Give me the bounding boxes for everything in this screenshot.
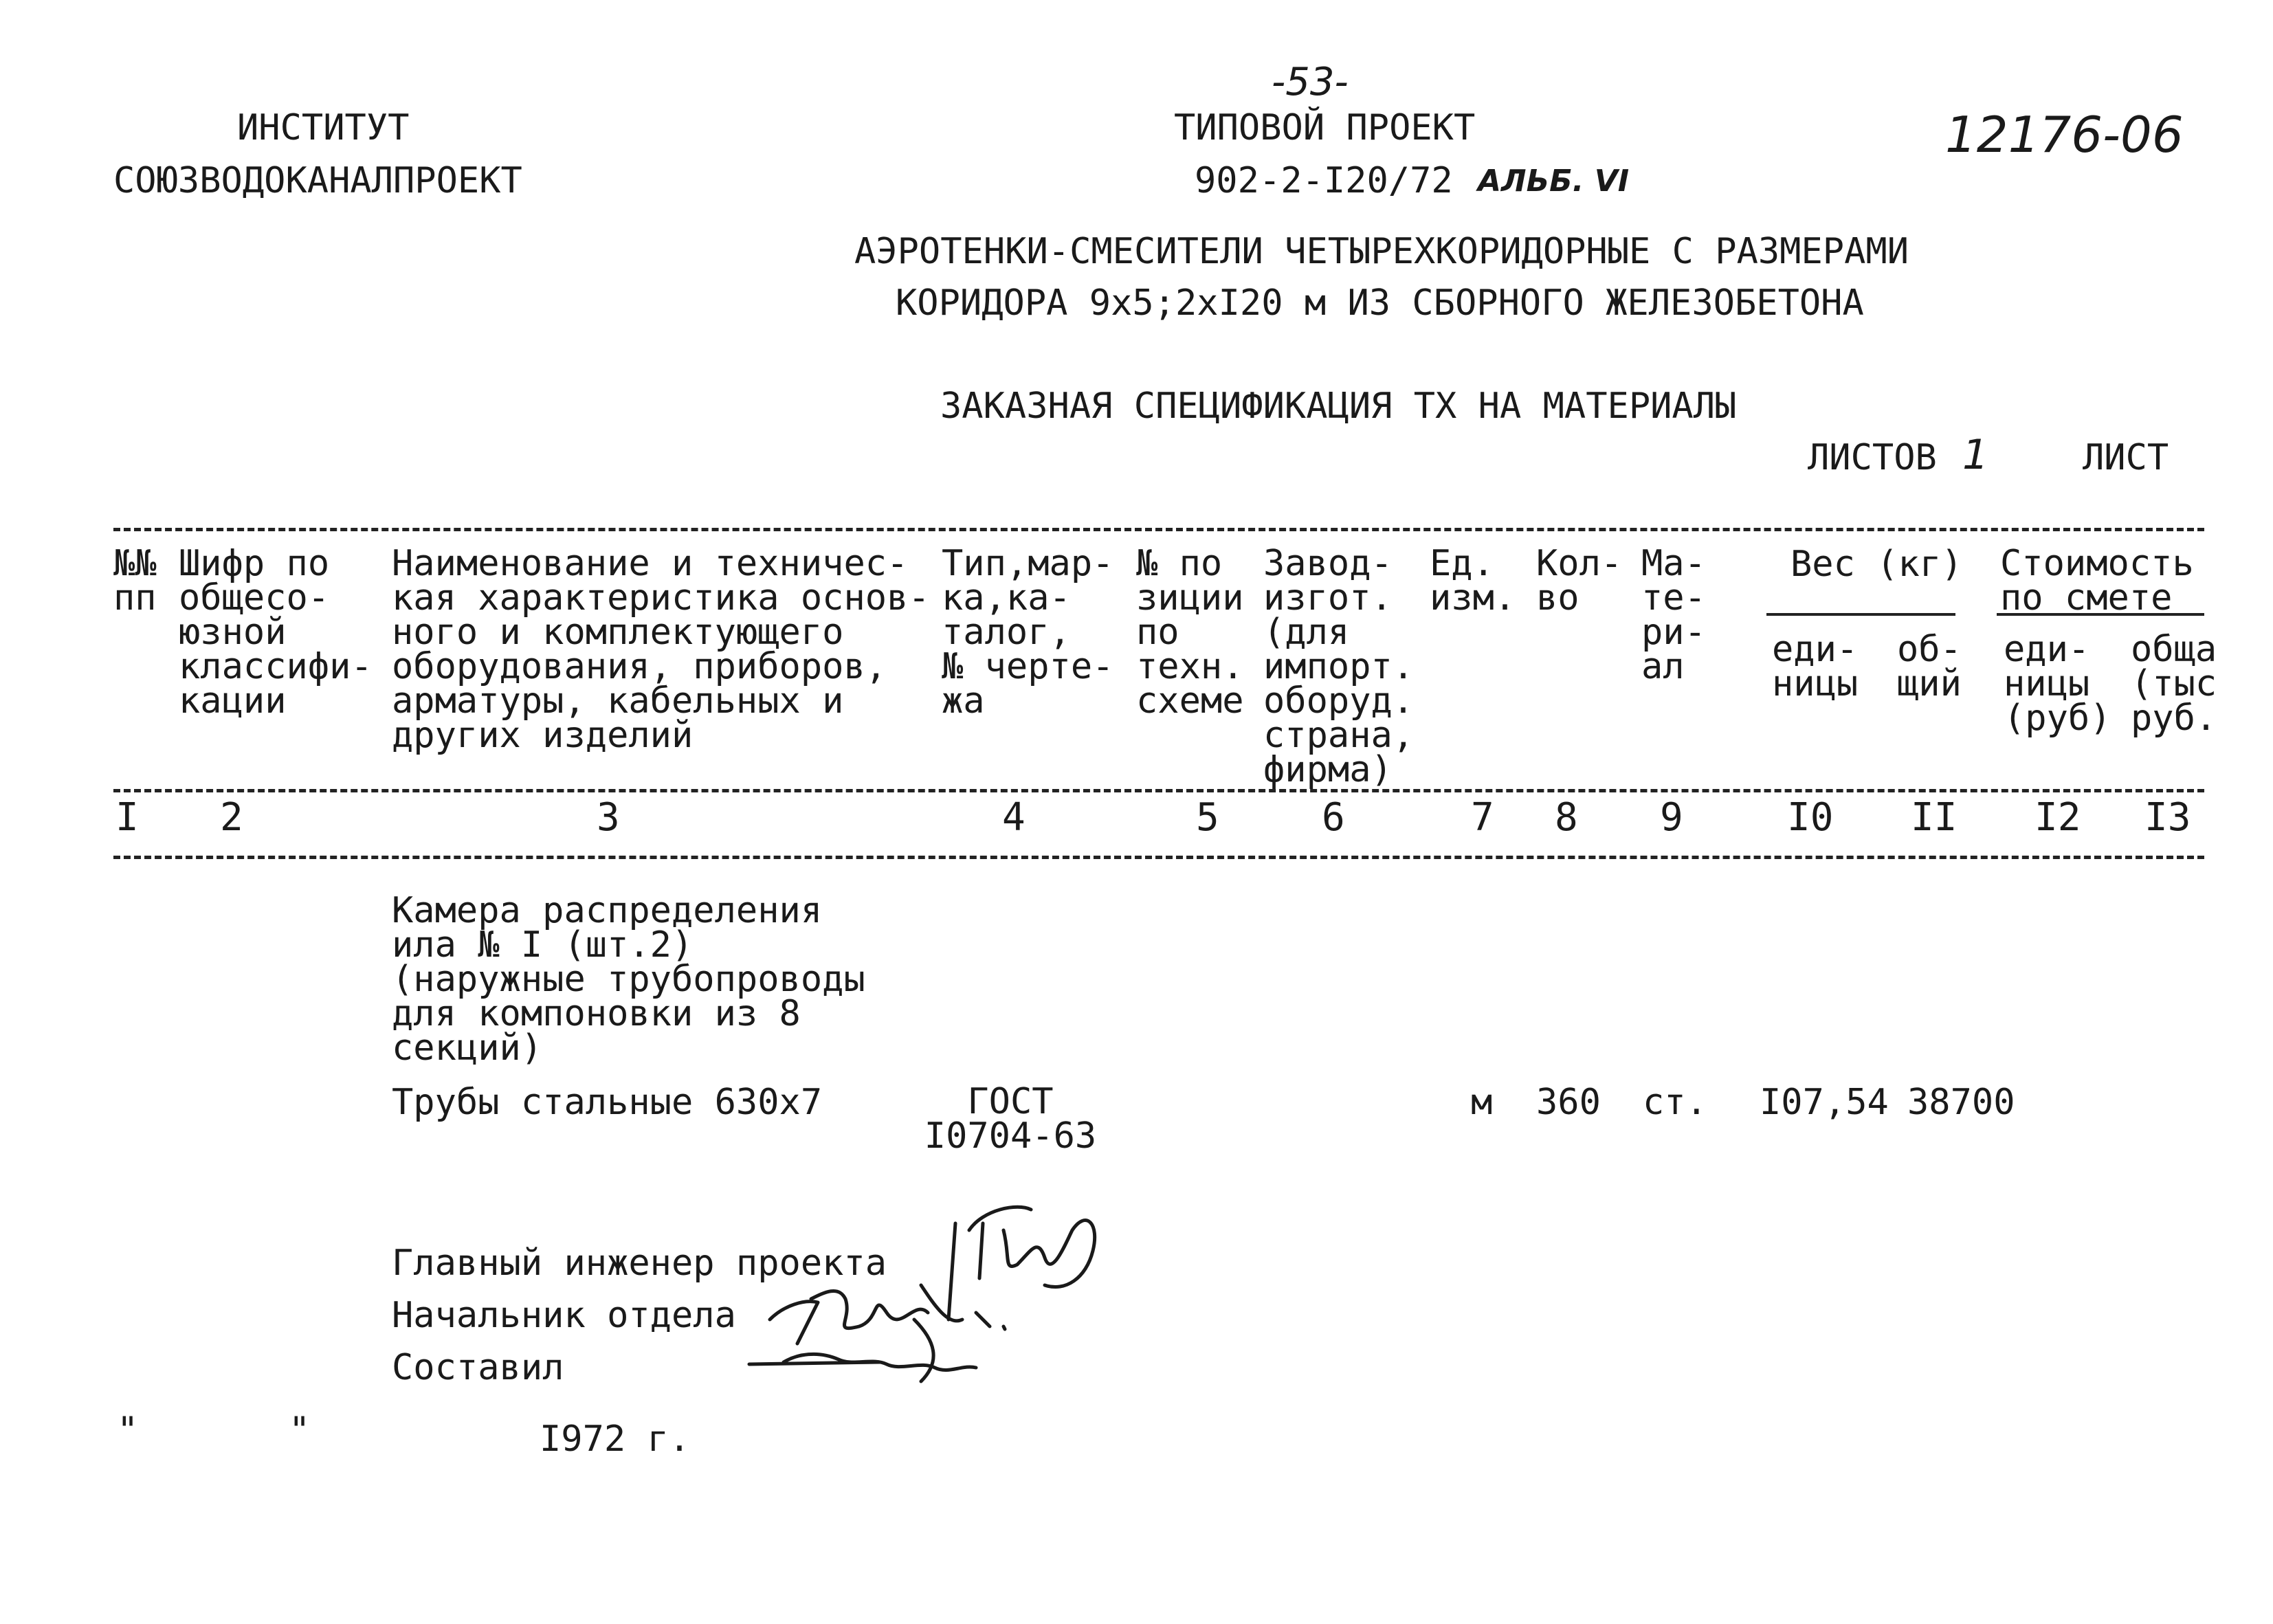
sheets-total-value: 1 xyxy=(1962,431,1989,479)
document-number: 12176-06 xyxy=(1945,106,2184,164)
handwritten-signatures xyxy=(742,1182,1155,1423)
sheets-total-label: ЛИСТОВ xyxy=(1808,437,1937,478)
header-cost-group: Стоимость по смете xyxy=(2000,543,2194,619)
sheet-label: ЛИСТ xyxy=(2083,437,2169,478)
header-col5: № по зиции по техн. схеме xyxy=(1136,543,1244,722)
weight-group-rule xyxy=(1766,613,1955,616)
column-number-10: I0 xyxy=(1787,795,1834,840)
column-number-9: 9 xyxy=(1660,795,1683,840)
title-line1: АЭРОТЕНКИ-СМЕСИТЕЛИ ЧЕТЫРЕХКОРИДОРНЫЕ С РАЗМЕРАМИ xyxy=(854,231,1909,272)
table-top-rule xyxy=(113,528,2204,531)
dept-head-label: Начальник отдела xyxy=(392,1295,736,1336)
header-col9: Ма- те- ри- ал xyxy=(1641,543,1706,687)
compiled-label: Составил xyxy=(392,1347,564,1388)
header-col12: еди- ницы (руб) xyxy=(2004,629,2111,739)
row-material: ст. xyxy=(1643,1082,1707,1123)
header-bottom-rule xyxy=(113,789,2204,792)
header-col13: обща (тыс руб. xyxy=(2131,629,2217,739)
column-number-12: I2 xyxy=(2034,795,2081,840)
column-number-6: 6 xyxy=(1322,795,1345,840)
column-number-3: 3 xyxy=(597,795,620,840)
row-name: Трубы стальные 630х7 xyxy=(392,1082,823,1123)
row-weight-total: 38700 xyxy=(1907,1082,2015,1123)
institute-line2: СОЮЗВОДОКАНАЛПРОЕКТ xyxy=(113,160,522,201)
header-col6: Завод- изгот. (для импорт. oборуд. страна, фирма) xyxy=(1263,543,1415,790)
header-weight-group: Вес (кг) xyxy=(1790,544,1963,585)
institute-line1: ИНСТИТУТ xyxy=(237,107,410,148)
header-col8: Кол- во xyxy=(1536,543,1623,619)
header-col11: об- щий xyxy=(1897,629,1962,704)
project-label: ТИПОВОЙ ПРОЕКТ xyxy=(1174,107,1476,148)
spec-title: ЗАКАЗНАЯ СПЕЦИФИКАЦИЯ ТХ НА МАТЕРИАЛЫ xyxy=(940,386,1737,427)
header-col1: №№ пп xyxy=(113,543,157,619)
row-qty: 360 xyxy=(1536,1082,1601,1123)
title-line2: КОРИДОРА 9х5;2хI20 м ИЗ СБОРНОГО ЖЕЛЕЗОБЕТОНА xyxy=(896,282,1864,324)
chief-engineer-label: Главный инженер проекта xyxy=(392,1243,887,1284)
album-label: АЛЬБ. VI xyxy=(1478,164,1630,199)
row-type: ГОСТ I0704-63 xyxy=(924,1081,1097,1157)
header-col10: еди- ницы xyxy=(1772,629,1859,704)
column-number-2: 2 xyxy=(220,795,243,840)
year-label: I972 г. xyxy=(540,1419,691,1460)
column-number-13: I3 xyxy=(2144,795,2191,840)
column-number-8: 8 xyxy=(1555,795,1578,840)
page-number: -53- xyxy=(1272,60,1349,104)
row-weight-unit: I07,54 xyxy=(1760,1082,1889,1123)
date-quote-close: " xyxy=(289,1410,311,1451)
header-col2: Шифр по общесо- юзной классифи- кации xyxy=(179,543,373,722)
column-number-5: 5 xyxy=(1196,795,1219,840)
header-col4: Тип,мар- ка,ка- талог, № черте- жа xyxy=(942,543,1114,722)
section-title: Камера распределения ила № I (шт.2) (наружные трубопроводы для компоновки из 8 секций) xyxy=(392,890,865,1069)
header-col7: Ед. изм. xyxy=(1430,543,1516,619)
column-number-11: II xyxy=(1911,795,1958,840)
header-col3: Наименование и техничес- кая характеристика основ- ного и комплектующего оборудования, приборов, арматуры, кабельных и других изделий xyxy=(392,543,930,756)
column-number-7: 7 xyxy=(1471,795,1494,840)
column-number-1: I xyxy=(115,795,139,840)
date-quote-open: " xyxy=(117,1410,139,1451)
numbers-bottom-rule xyxy=(113,856,2204,859)
project-code: 902-2-I20/72 xyxy=(1195,160,1453,201)
row-unit: м xyxy=(1471,1082,1493,1123)
column-number-4: 4 xyxy=(1002,795,1025,840)
